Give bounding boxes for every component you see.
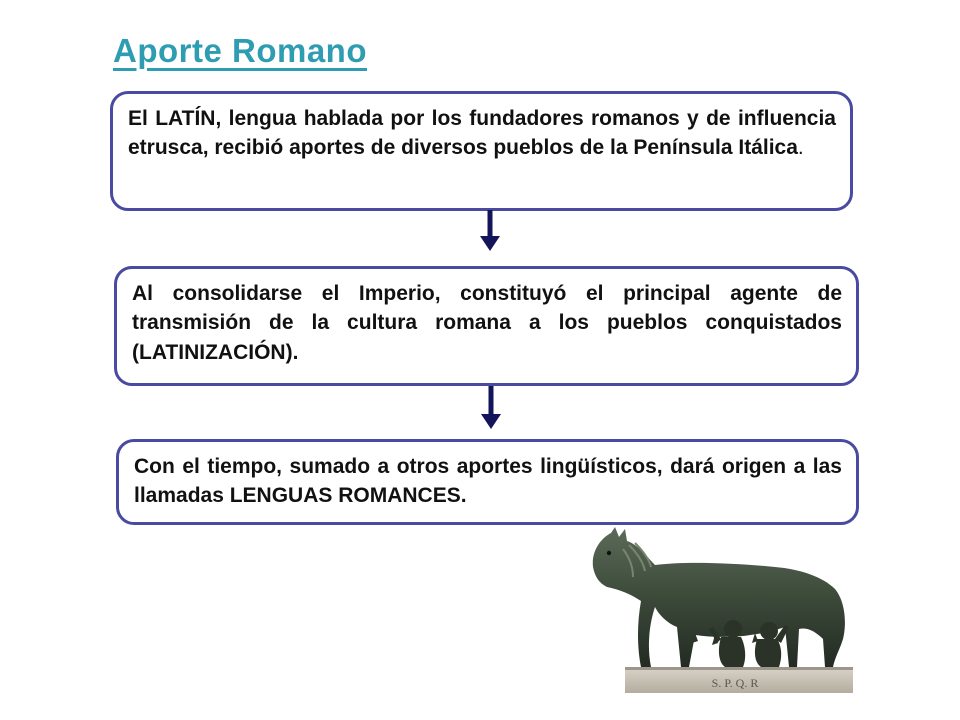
page-title: Aporte Romano [113, 32, 367, 69]
latinization-box [114, 266, 859, 386]
latin-origin-box [110, 91, 853, 211]
capitoline-wolf-image [585, 527, 853, 693]
romance-languages-text: Con el tiempo, sumado a otros aportes lingüísticos, dará origen a las llamadas LENGUAS ROMANCES. [134, 455, 842, 508]
latin-origin-lead: El LATÍN [128, 107, 216, 130]
latin-origin-text: , lengua hablada por los fundadores romanos y de influencia etrusca, recibió aportes de diversos pueblos de la Península Itálica [128, 107, 836, 160]
latin-origin-end: . [797, 136, 804, 160]
spqr-inscription: S. P. Q. R [711, 676, 759, 690]
romance-languages-box [116, 439, 859, 525]
down-arrow-icon [478, 210, 502, 252]
latinization-text: Al consolidarse el Imperio, constituyó el principal agente de transmisión de la cultura romana a los pueblos conquistados (LATINIZACIÓN). [132, 282, 842, 364]
down-arrow-icon [479, 386, 503, 430]
